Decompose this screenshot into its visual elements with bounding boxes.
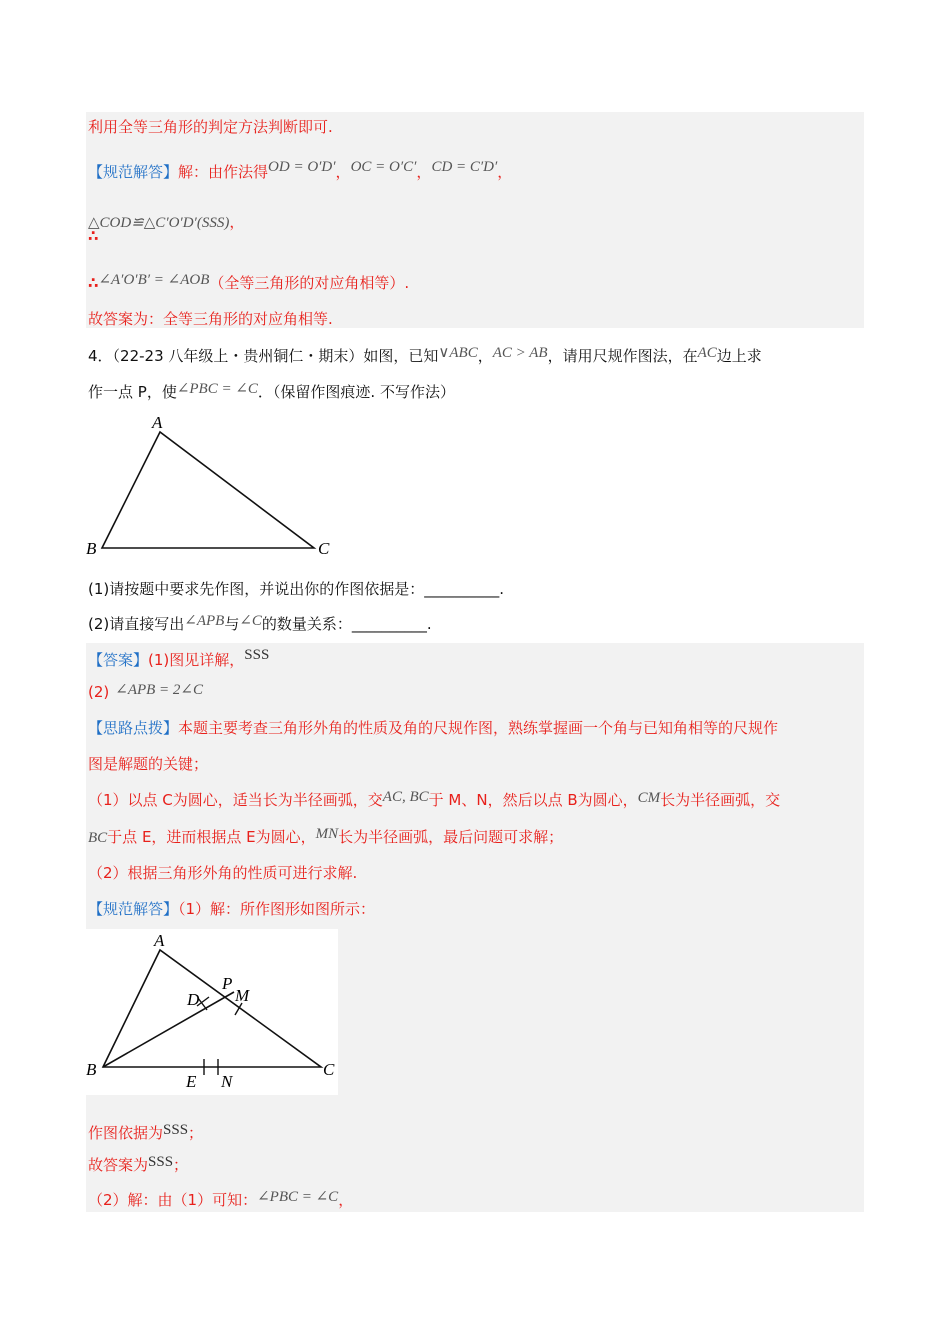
sol3-therefore-1: ∴ — [88, 227, 99, 245]
figure-background — [86, 929, 338, 1095]
comma: ， — [497, 163, 513, 181]
construction-figure — [86, 929, 338, 1095]
hint-tag: 【思路点拨】 — [88, 719, 179, 737]
q4-source: （22-23 八年级上・贵州铜仁・期末）如图，已知 — [112, 347, 439, 365]
hint-bc: BC — [88, 830, 108, 846]
hint-l3a: （1）以点 C为圆心，适当长为半径画弧，交 — [88, 791, 383, 809]
label-a: A — [152, 413, 163, 432]
label-e: E — [186, 1072, 197, 1091]
solution-basis — [88, 1123, 203, 1144]
hint-line1 — [88, 718, 778, 738]
comma: ， — [416, 163, 432, 181]
hint-l3b: 于 M、N，然后以点 B为圆心， — [428, 791, 638, 809]
hint-acbc: AC, BC — [382, 789, 429, 805]
q4-sub2 — [88, 614, 432, 635]
label-m: M — [235, 986, 250, 1005]
q4-sub1: (1)请按题中要求先作图，并说出你的作图依据是：__________. — [88, 580, 505, 598]
comma: ， — [338, 1191, 354, 1209]
sol3-final: 故答案为：全等三角形的对应角相等. — [88, 310, 333, 328]
answer-sss: SSS — [244, 647, 270, 663]
q4-angle-cond: ∠PBC = ∠C — [176, 381, 258, 397]
answer-a2: ∠APB = 2∠C — [115, 682, 204, 698]
answer-a2-prefix: (2) — [88, 683, 110, 701]
label-n: N — [221, 1072, 233, 1091]
sol3-eq2: OC = O′C′ — [350, 159, 417, 175]
answer-sss: SSS — [148, 1154, 174, 1170]
hint-l4a: 于点 E，进而根据点 E为圆心， — [107, 828, 316, 846]
hint-line2: 图是解题的关键； — [88, 755, 209, 773]
hint-cm: CM — [637, 790, 661, 806]
answer-line2 — [88, 682, 203, 703]
q4-line1 — [88, 346, 762, 367]
answer-line1 — [88, 647, 270, 671]
q4-sub2a: (2)请直接写出 — [88, 615, 185, 633]
solution-part2 — [88, 1190, 353, 1211]
label-c: C — [318, 539, 330, 558]
hint-mn: MN — [315, 826, 339, 842]
sol3-eq1: OD = O′D′ — [268, 159, 336, 175]
hint-line3 — [88, 790, 780, 811]
label-d: D — [187, 990, 200, 1009]
sol3-angle-eq: ∠A′O′B′ = ∠AOB — [98, 272, 210, 288]
label-c: C — [323, 1060, 335, 1079]
basis-sss: SSS — [163, 1122, 189, 1138]
q4-cond: AC > AB — [492, 345, 548, 361]
hint-l4b: 长为半径画弧，最后问题可求解； — [338, 828, 564, 846]
label-b: B — [86, 1060, 97, 1079]
sol3-eq3: CD = C′D′ — [431, 159, 498, 175]
q4-t2: ，请用尺规作图法，在 — [547, 347, 698, 365]
sol3-line2 — [88, 159, 513, 183]
q4-triangle-figure — [84, 410, 344, 562]
comma: ， — [335, 163, 351, 181]
sol3-reason: （全等三角形的对应角相等）. — [209, 274, 410, 292]
hint-line5: （2）根据三角形外角的性质可进行求解. — [88, 864, 358, 882]
sol3-congruence: △COD≌△C′O′D′(SSS) — [88, 215, 230, 231]
answer-a1: (1)图见详解， — [148, 651, 245, 669]
therefore: ∴ — [88, 274, 99, 292]
q4-apb: ∠APB — [184, 613, 225, 629]
q4-number: 4． — [88, 347, 113, 365]
hint-l1: 本题主要考查三角形外角的性质及角的尺规作图，熟练掌握画一个角与已知角相等的尺规作 — [178, 719, 779, 737]
comma: ， — [477, 347, 493, 365]
answer-tag: 【答案】 — [88, 651, 149, 669]
q4-ac: AC — [697, 345, 717, 361]
sol3-line4 — [88, 273, 409, 294]
hint-line4 — [88, 827, 563, 848]
answer-text: 故答案为 — [88, 1156, 149, 1174]
q4-tri: ∨ABC — [438, 345, 478, 361]
q4-c: ∠C — [239, 613, 262, 629]
sol3-l2-text: 解：由作法得 — [178, 163, 269, 181]
q4-sub2b: 与 — [224, 615, 240, 633]
hint-l3c: 长为半径画弧，交 — [660, 791, 781, 809]
q4-t3: 边上求 — [716, 347, 762, 365]
part2-angle: ∠PBC = ∠C — [257, 1189, 339, 1205]
q4-line2 — [88, 382, 455, 403]
sol3-tag: 【规范解答】 — [88, 163, 179, 181]
semicolon: ； — [188, 1124, 204, 1142]
q4-t4: 作一点 P，使 — [88, 383, 177, 401]
basis-text: 作图依据为 — [88, 1124, 164, 1142]
label-a: A — [154, 931, 165, 950]
solution-tag: 【规范解答】 — [88, 900, 179, 918]
solution-line1 — [88, 899, 375, 919]
solution-l1: （1）解：所作图形如图所示： — [178, 900, 376, 918]
comma: ， — [229, 213, 245, 231]
triangle-abc — [102, 432, 314, 548]
label-p: P — [222, 974, 233, 993]
sol3-line1: 利用全等三角形的判定方法判断即可. — [88, 118, 333, 136]
part2-text: （2）解：由（1）可知： — [88, 1191, 258, 1209]
sol3-line3 — [88, 212, 244, 233]
solution-answer — [88, 1155, 188, 1176]
q4-sub2c: 的数量关系：__________. — [261, 615, 432, 633]
semicolon: ； — [173, 1156, 189, 1174]
q4-t5: ．（保留作图痕迹. 不写作法） — [257, 383, 455, 401]
label-b: B — [86, 539, 97, 558]
